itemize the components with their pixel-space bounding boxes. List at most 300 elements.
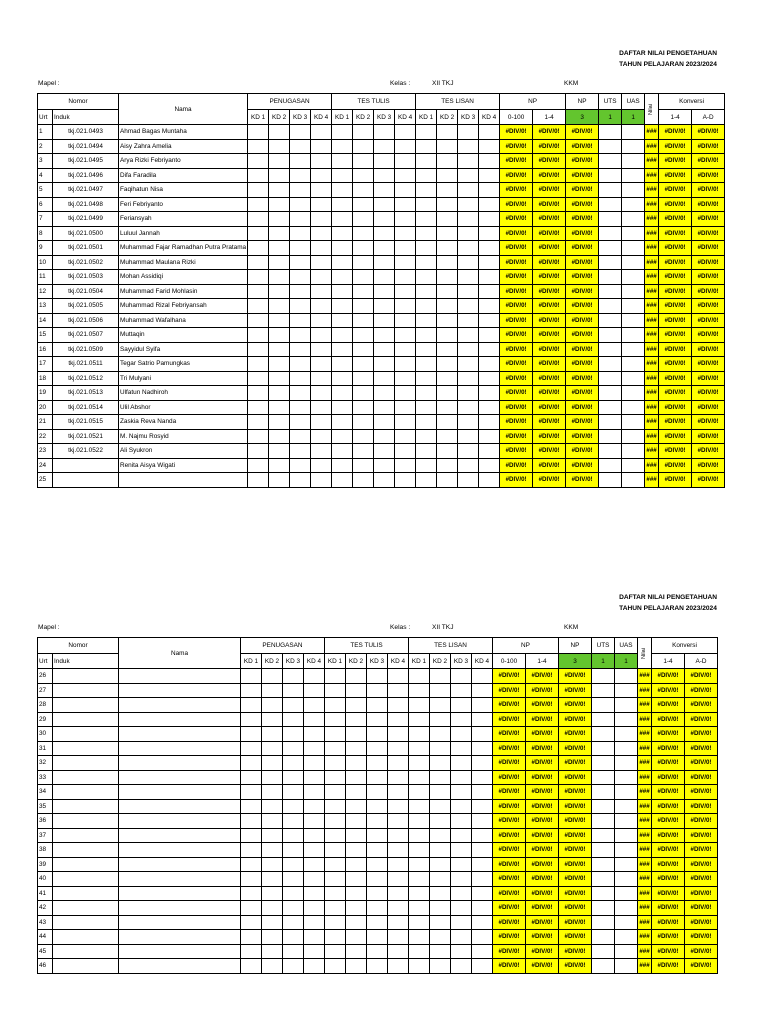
score-cell[interactable] (283, 843, 304, 858)
score-cell[interactable] (304, 741, 325, 756)
uts-cell[interactable] (599, 139, 622, 154)
score-cell[interactable] (262, 828, 283, 843)
uas-cell[interactable] (622, 212, 645, 227)
score-cell[interactable] (416, 342, 437, 357)
uts-cell[interactable] (592, 683, 615, 698)
score-cell[interactable] (304, 944, 325, 959)
score-cell[interactable] (451, 886, 472, 901)
uas-cell[interactable] (615, 770, 638, 785)
score-cell[interactable] (262, 857, 283, 872)
score-cell[interactable] (283, 901, 304, 916)
score-cell[interactable] (241, 959, 262, 974)
score-cell[interactable] (346, 857, 367, 872)
score-cell[interactable] (409, 727, 430, 742)
score-cell[interactable] (346, 828, 367, 843)
score-cell[interactable] (388, 901, 409, 916)
score-cell[interactable] (479, 125, 500, 140)
score-cell[interactable] (325, 727, 346, 742)
score-cell[interactable] (437, 183, 458, 198)
score-cell[interactable] (269, 458, 290, 473)
score-cell[interactable] (304, 669, 325, 684)
uts-cell[interactable] (592, 930, 615, 945)
score-cell[interactable] (479, 154, 500, 169)
uts-cell[interactable] (599, 284, 622, 299)
score-cell[interactable] (262, 843, 283, 858)
score-cell[interactable] (332, 241, 353, 256)
score-cell[interactable] (472, 930, 493, 945)
score-cell[interactable] (451, 727, 472, 742)
score-cell[interactable] (241, 872, 262, 887)
score-cell[interactable] (283, 785, 304, 800)
score-cell[interactable] (311, 458, 332, 473)
score-cell[interactable] (395, 342, 416, 357)
score-cell[interactable] (332, 139, 353, 154)
score-cell[interactable] (283, 741, 304, 756)
score-cell[interactable] (388, 959, 409, 974)
score-cell[interactable] (395, 168, 416, 183)
score-cell[interactable] (437, 270, 458, 285)
score-cell[interactable] (353, 342, 374, 357)
score-cell[interactable] (458, 197, 479, 212)
score-cell[interactable] (416, 313, 437, 328)
score-cell[interactable] (416, 139, 437, 154)
score-cell[interactable] (283, 814, 304, 829)
score-cell[interactable] (374, 473, 395, 488)
score-cell[interactable] (262, 886, 283, 901)
uas-cell[interactable] (615, 785, 638, 800)
uas-cell[interactable] (622, 270, 645, 285)
score-cell[interactable] (437, 197, 458, 212)
uas-cell[interactable] (622, 226, 645, 241)
uts-cell[interactable] (592, 886, 615, 901)
score-cell[interactable] (451, 872, 472, 887)
score-cell[interactable] (269, 313, 290, 328)
score-cell[interactable] (332, 328, 353, 343)
score-cell[interactable] (388, 683, 409, 698)
score-cell[interactable] (409, 959, 430, 974)
uts-cell[interactable] (599, 415, 622, 430)
score-cell[interactable] (304, 828, 325, 843)
score-cell[interactable] (437, 241, 458, 256)
score-cell[interactable] (241, 683, 262, 698)
score-cell[interactable] (395, 400, 416, 415)
score-cell[interactable] (458, 226, 479, 241)
score-cell[interactable] (353, 168, 374, 183)
score-cell[interactable] (416, 444, 437, 459)
uts-cell[interactable] (592, 712, 615, 727)
score-cell[interactable] (437, 328, 458, 343)
score-cell[interactable] (311, 357, 332, 372)
score-cell[interactable] (332, 270, 353, 285)
score-cell[interactable] (388, 756, 409, 771)
score-cell[interactable] (262, 872, 283, 887)
uts-cell[interactable] (592, 828, 615, 843)
score-cell[interactable] (290, 197, 311, 212)
score-cell[interactable] (290, 313, 311, 328)
score-cell[interactable] (241, 741, 262, 756)
score-cell[interactable] (311, 125, 332, 140)
score-cell[interactable] (458, 212, 479, 227)
score-cell[interactable] (311, 270, 332, 285)
uts-cell[interactable] (599, 212, 622, 227)
score-cell[interactable] (437, 212, 458, 227)
score-cell[interactable] (353, 313, 374, 328)
uts-cell[interactable] (599, 299, 622, 314)
score-cell[interactable] (416, 458, 437, 473)
score-cell[interactable] (430, 770, 451, 785)
score-cell[interactable] (304, 799, 325, 814)
uas-cell[interactable] (622, 168, 645, 183)
score-cell[interactable] (283, 959, 304, 974)
score-cell[interactable] (479, 168, 500, 183)
score-cell[interactable] (416, 386, 437, 401)
score-cell[interactable] (269, 241, 290, 256)
score-cell[interactable] (451, 828, 472, 843)
score-cell[interactable] (374, 400, 395, 415)
score-cell[interactable] (311, 168, 332, 183)
score-cell[interactable] (437, 284, 458, 299)
score-cell[interactable] (458, 270, 479, 285)
score-cell[interactable] (472, 741, 493, 756)
score-cell[interactable] (451, 785, 472, 800)
uts-cell[interactable] (592, 959, 615, 974)
score-cell[interactable] (304, 843, 325, 858)
uts-cell[interactable] (599, 313, 622, 328)
score-cell[interactable] (353, 197, 374, 212)
score-cell[interactable] (332, 342, 353, 357)
score-cell[interactable] (437, 386, 458, 401)
score-cell[interactable] (374, 284, 395, 299)
uas-cell[interactable] (622, 444, 645, 459)
score-cell[interactable] (332, 371, 353, 386)
score-cell[interactable] (437, 168, 458, 183)
score-cell[interactable] (472, 901, 493, 916)
score-cell[interactable] (346, 756, 367, 771)
score-cell[interactable] (248, 197, 269, 212)
score-cell[interactable] (395, 139, 416, 154)
score-cell[interactable] (290, 125, 311, 140)
score-cell[interactable] (451, 857, 472, 872)
score-cell[interactable] (241, 901, 262, 916)
score-cell[interactable] (248, 444, 269, 459)
score-cell[interactable] (458, 371, 479, 386)
score-cell[interactable] (395, 125, 416, 140)
score-cell[interactable] (374, 313, 395, 328)
score-cell[interactable] (325, 770, 346, 785)
score-cell[interactable] (472, 944, 493, 959)
score-cell[interactable] (479, 444, 500, 459)
score-cell[interactable] (311, 400, 332, 415)
score-cell[interactable] (395, 444, 416, 459)
score-cell[interactable] (388, 741, 409, 756)
score-cell[interactable] (346, 698, 367, 713)
score-cell[interactable] (416, 125, 437, 140)
score-cell[interactable] (290, 473, 311, 488)
score-cell[interactable] (416, 371, 437, 386)
score-cell[interactable] (395, 284, 416, 299)
uas-cell[interactable] (615, 959, 638, 974)
score-cell[interactable] (332, 183, 353, 198)
score-cell[interactable] (416, 415, 437, 430)
uas-cell[interactable] (622, 154, 645, 169)
score-cell[interactable] (395, 357, 416, 372)
score-cell[interactable] (416, 270, 437, 285)
score-cell[interactable] (262, 785, 283, 800)
uts-cell[interactable] (592, 814, 615, 829)
score-cell[interactable] (388, 785, 409, 800)
score-cell[interactable] (283, 915, 304, 930)
uts-cell[interactable] (599, 386, 622, 401)
score-cell[interactable] (241, 857, 262, 872)
uts-cell[interactable] (592, 669, 615, 684)
score-cell[interactable] (332, 154, 353, 169)
score-cell[interactable] (416, 328, 437, 343)
score-cell[interactable] (437, 473, 458, 488)
score-cell[interactable] (311, 429, 332, 444)
score-cell[interactable] (290, 139, 311, 154)
uts-cell[interactable] (592, 756, 615, 771)
score-cell[interactable] (332, 255, 353, 270)
score-cell[interactable] (311, 299, 332, 314)
score-cell[interactable] (332, 125, 353, 140)
score-cell[interactable] (332, 444, 353, 459)
score-cell[interactable] (311, 444, 332, 459)
uas-cell[interactable] (615, 698, 638, 713)
uts-cell[interactable] (592, 944, 615, 959)
score-cell[interactable] (283, 799, 304, 814)
score-cell[interactable] (311, 328, 332, 343)
score-cell[interactable] (290, 400, 311, 415)
score-cell[interactable] (248, 342, 269, 357)
score-cell[interactable] (269, 429, 290, 444)
score-cell[interactable] (451, 669, 472, 684)
score-cell[interactable] (416, 212, 437, 227)
score-cell[interactable] (311, 313, 332, 328)
uas-cell[interactable] (622, 386, 645, 401)
score-cell[interactable] (304, 915, 325, 930)
score-cell[interactable] (374, 371, 395, 386)
score-cell[interactable] (248, 313, 269, 328)
score-cell[interactable] (353, 415, 374, 430)
score-cell[interactable] (367, 683, 388, 698)
score-cell[interactable] (311, 473, 332, 488)
uts-cell[interactable] (599, 458, 622, 473)
score-cell[interactable] (241, 669, 262, 684)
score-cell[interactable] (451, 959, 472, 974)
score-cell[interactable] (241, 770, 262, 785)
score-cell[interactable] (269, 197, 290, 212)
score-cell[interactable] (479, 212, 500, 227)
score-cell[interactable] (388, 915, 409, 930)
uts-cell[interactable] (592, 915, 615, 930)
score-cell[interactable] (325, 741, 346, 756)
score-cell[interactable] (472, 785, 493, 800)
score-cell[interactable] (479, 313, 500, 328)
score-cell[interactable] (458, 255, 479, 270)
score-cell[interactable] (479, 183, 500, 198)
score-cell[interactable] (262, 959, 283, 974)
score-cell[interactable] (437, 139, 458, 154)
score-cell[interactable] (416, 255, 437, 270)
score-cell[interactable] (409, 930, 430, 945)
score-cell[interactable] (409, 886, 430, 901)
score-cell[interactable] (304, 712, 325, 727)
uas-cell[interactable] (615, 930, 638, 945)
uts-cell[interactable] (599, 328, 622, 343)
score-cell[interactable] (283, 712, 304, 727)
score-cell[interactable] (472, 799, 493, 814)
score-cell[interactable] (458, 444, 479, 459)
score-cell[interactable] (416, 299, 437, 314)
score-cell[interactable] (451, 944, 472, 959)
score-cell[interactable] (248, 299, 269, 314)
score-cell[interactable] (311, 371, 332, 386)
score-cell[interactable] (353, 328, 374, 343)
score-cell[interactable] (388, 930, 409, 945)
score-cell[interactable] (241, 828, 262, 843)
uas-cell[interactable] (622, 415, 645, 430)
uts-cell[interactable] (599, 255, 622, 270)
score-cell[interactable] (248, 328, 269, 343)
score-cell[interactable] (304, 756, 325, 771)
score-cell[interactable] (416, 473, 437, 488)
uas-cell[interactable] (622, 458, 645, 473)
uas-cell[interactable] (615, 872, 638, 887)
score-cell[interactable] (290, 154, 311, 169)
score-cell[interactable] (374, 429, 395, 444)
score-cell[interactable] (346, 727, 367, 742)
score-cell[interactable] (248, 154, 269, 169)
score-cell[interactable] (395, 429, 416, 444)
score-cell[interactable] (458, 400, 479, 415)
score-cell[interactable] (451, 799, 472, 814)
uas-cell[interactable] (622, 357, 645, 372)
score-cell[interactable] (416, 226, 437, 241)
score-cell[interactable] (472, 814, 493, 829)
score-cell[interactable] (269, 328, 290, 343)
uts-cell[interactable] (592, 770, 615, 785)
score-cell[interactable] (325, 959, 346, 974)
score-cell[interactable] (430, 857, 451, 872)
score-cell[interactable] (332, 284, 353, 299)
score-cell[interactable] (290, 284, 311, 299)
score-cell[interactable] (248, 284, 269, 299)
score-cell[interactable] (353, 299, 374, 314)
score-cell[interactable] (304, 770, 325, 785)
score-cell[interactable] (346, 741, 367, 756)
uas-cell[interactable] (615, 944, 638, 959)
score-cell[interactable] (241, 843, 262, 858)
score-cell[interactable] (269, 255, 290, 270)
score-cell[interactable] (374, 197, 395, 212)
score-cell[interactable] (353, 357, 374, 372)
uas-cell[interactable] (622, 400, 645, 415)
score-cell[interactable] (325, 901, 346, 916)
score-cell[interactable] (479, 284, 500, 299)
score-cell[interactable] (304, 930, 325, 945)
score-cell[interactable] (269, 299, 290, 314)
score-cell[interactable] (262, 698, 283, 713)
score-cell[interactable] (269, 154, 290, 169)
score-cell[interactable] (346, 930, 367, 945)
score-cell[interactable] (290, 212, 311, 227)
uas-cell[interactable] (622, 342, 645, 357)
score-cell[interactable] (430, 886, 451, 901)
score-cell[interactable] (416, 400, 437, 415)
score-cell[interactable] (388, 872, 409, 887)
uas-cell[interactable] (622, 328, 645, 343)
score-cell[interactable] (395, 241, 416, 256)
score-cell[interactable] (325, 799, 346, 814)
score-cell[interactable] (262, 799, 283, 814)
score-cell[interactable] (241, 915, 262, 930)
score-cell[interactable] (283, 756, 304, 771)
score-cell[interactable] (283, 930, 304, 945)
score-cell[interactable] (332, 473, 353, 488)
score-cell[interactable] (479, 371, 500, 386)
score-cell[interactable] (479, 400, 500, 415)
score-cell[interactable] (325, 843, 346, 858)
score-cell[interactable] (395, 313, 416, 328)
score-cell[interactable] (479, 226, 500, 241)
score-cell[interactable] (367, 930, 388, 945)
score-cell[interactable] (262, 930, 283, 945)
score-cell[interactable] (395, 226, 416, 241)
score-cell[interactable] (458, 357, 479, 372)
uas-cell[interactable] (615, 828, 638, 843)
uts-cell[interactable] (599, 197, 622, 212)
score-cell[interactable] (304, 901, 325, 916)
score-cell[interactable] (241, 727, 262, 742)
score-cell[interactable] (367, 799, 388, 814)
score-cell[interactable] (430, 930, 451, 945)
score-cell[interactable] (430, 669, 451, 684)
score-cell[interactable] (367, 698, 388, 713)
score-cell[interactable] (269, 226, 290, 241)
uts-cell[interactable] (599, 400, 622, 415)
score-cell[interactable] (430, 741, 451, 756)
score-cell[interactable] (290, 255, 311, 270)
score-cell[interactable] (374, 125, 395, 140)
score-cell[interactable] (346, 959, 367, 974)
score-cell[interactable] (458, 415, 479, 430)
score-cell[interactable] (472, 727, 493, 742)
score-cell[interactable] (353, 212, 374, 227)
uas-cell[interactable] (622, 371, 645, 386)
score-cell[interactable] (395, 154, 416, 169)
score-cell[interactable] (472, 915, 493, 930)
score-cell[interactable] (367, 843, 388, 858)
score-cell[interactable] (311, 241, 332, 256)
uas-cell[interactable] (615, 886, 638, 901)
uas-cell[interactable] (622, 139, 645, 154)
score-cell[interactable] (374, 168, 395, 183)
score-cell[interactable] (248, 255, 269, 270)
score-cell[interactable] (269, 212, 290, 227)
score-cell[interactable] (241, 814, 262, 829)
score-cell[interactable] (409, 669, 430, 684)
uts-cell[interactable] (599, 241, 622, 256)
score-cell[interactable] (374, 342, 395, 357)
score-cell[interactable] (451, 930, 472, 945)
score-cell[interactable] (353, 270, 374, 285)
score-cell[interactable] (269, 371, 290, 386)
score-cell[interactable] (241, 698, 262, 713)
score-cell[interactable] (248, 371, 269, 386)
uts-cell[interactable] (592, 872, 615, 887)
uas-cell[interactable] (615, 712, 638, 727)
score-cell[interactable] (472, 828, 493, 843)
